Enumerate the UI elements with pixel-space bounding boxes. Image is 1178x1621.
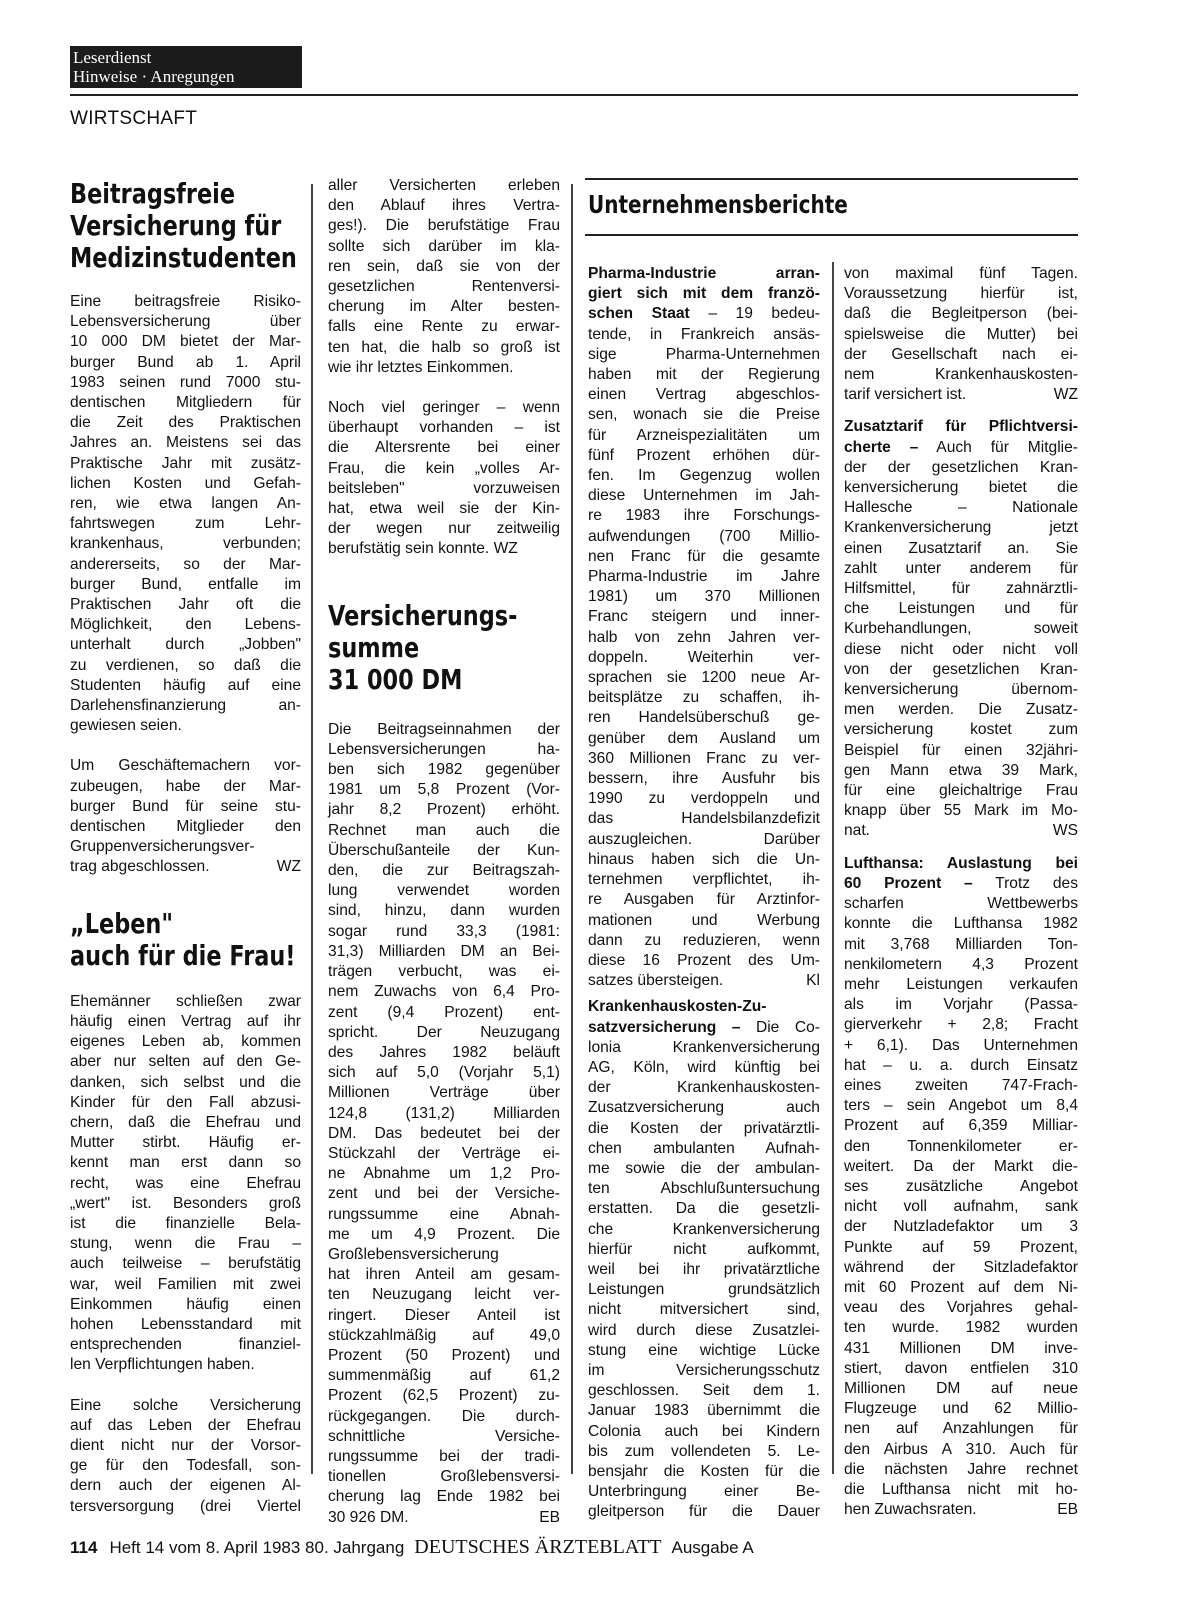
text-line: schnittliche Versiche- <box>328 1427 560 1445</box>
text-line: burger Bund für seine stu- <box>70 797 301 815</box>
text-line: ringert. Dieser Anteil ist <box>328 1306 560 1324</box>
column-rule-3 <box>832 262 834 1474</box>
text-line: gleitperson für die Dauer <box>588 1503 820 1521</box>
headline-versicherungssumme <box>328 598 518 696</box>
text-line: Ehemänner schließen zwar <box>70 992 301 1010</box>
text-line: dern auch der eigenen Al- <box>70 1477 301 1495</box>
text-line: Beispiel für einen 32jähri- <box>844 741 1078 759</box>
text-line: nem Zuwachs von 6,4 Pro- <box>328 983 560 1001</box>
text-line <box>844 1500 1078 1520</box>
column-rule-2 <box>571 184 573 1474</box>
column-1 <box>70 178 301 1517</box>
text-line: unterhalt durch „Jobben" <box>70 636 301 654</box>
headline-line: Versicherungs- <box>328 598 518 632</box>
text-line: auszugleichen. Darüber <box>588 830 820 848</box>
text-line: tende, in Frankreich ansäs- <box>588 325 820 343</box>
section-rule-top <box>585 178 1078 180</box>
line-text: satzes übersteigen. <box>588 972 724 990</box>
text-line: Die Beitragseinnahmen der <box>328 720 560 738</box>
text-line: Um Geschäftemachern vor- <box>70 757 301 775</box>
text-line: lichen Kosten und Gefah- <box>70 474 301 492</box>
text-line: ren sein, daß sie von der <box>328 257 560 275</box>
text-line: das Handelsbilanzdefizit <box>588 810 820 828</box>
text-line: der Nutzladefaktor um 3 <box>844 1218 1078 1236</box>
text-line: sind, hinzu, dann wurden <box>328 902 560 920</box>
headline-line: „Leben" <box>70 906 174 940</box>
text-line: ten Abschlußuntersuchung <box>588 1180 820 1198</box>
text-line: danken, sich selbst und die <box>70 1073 301 1091</box>
article-paragraph <box>70 1396 301 1517</box>
text-line: Überschußanteile der Kun- <box>328 841 560 859</box>
text-line: 1981) um 370 Millionen <box>588 588 820 606</box>
text-line: auf das Leben der Ehefrau <box>70 1416 301 1434</box>
article-paragraph <box>328 720 560 1528</box>
text-line: ne Abnahme um 1,2 Pro- <box>328 1165 560 1183</box>
text-line: konnte die Lufthansa 1982 <box>844 915 1078 933</box>
text-line: nicht mitversichert sind, <box>588 1301 820 1319</box>
text-line: beitsplätze zu schaffen, ih- <box>588 689 820 707</box>
text-line: stiert, davon entfielen 310 <box>844 1359 1078 1377</box>
text-line: weil bei ihr privatärztliche <box>588 1260 820 1278</box>
text-line: gesetzlichen Rentenversi- <box>328 278 560 296</box>
text-line: versicherung kostet zum <box>844 721 1078 739</box>
line-text: 30 926 DM. <box>328 1508 409 1526</box>
column-rule-1 <box>311 184 313 1474</box>
text-line: + 6,1). Das Unternehmen <box>844 1036 1078 1054</box>
text-line <box>588 971 820 991</box>
edition-label: Ausgabe A <box>671 1538 754 1557</box>
text-line: die Altersrente bei einer <box>328 439 560 457</box>
text-line: daß die Begleitperson (bei- <box>844 305 1078 323</box>
text-line: als im Vorjahr (Passa- <box>844 996 1078 1014</box>
headline-line: Medizinstudenten <box>70 241 297 274</box>
text-line: dentischen Mitgliedern für <box>70 394 301 412</box>
text-line: nenkilometern 4,3 Prozent <box>844 955 1078 973</box>
article-paragraph <box>70 992 301 1376</box>
text-line: nicht voll aufnahm, sank <box>844 1198 1078 1216</box>
text-line: sen, wonach sie die Preise <box>588 406 820 424</box>
text-line: den, die zur Beitragszah- <box>328 862 560 880</box>
text-line: wird durch diese Zusatzlei- <box>588 1321 820 1339</box>
text-line: DM. Das bedeutet bei der <box>328 1124 560 1142</box>
text-line: Pharma-Industrie arran- <box>588 265 820 282</box>
text-line <box>70 857 301 877</box>
text-line: zahlt unter anderem für <box>844 559 1078 577</box>
text-line: Praktischen Jahr oft die <box>70 596 301 614</box>
section-label-box <box>70 46 302 88</box>
text-line <box>328 1508 560 1528</box>
text-line: 1981 um 5,8 Prozent (Vor- <box>328 781 560 799</box>
text-line: Möglichkeit, den Lebens- <box>70 616 301 634</box>
text-line: Darlehensfinanzierung an- <box>70 697 301 715</box>
text-line: mehr Leistungen verkaufen <box>844 975 1078 993</box>
text-line: tionellen Großlebensversi- <box>328 1468 560 1486</box>
text-line: war, weil Familien mit zwei <box>70 1275 301 1293</box>
text-line: tersversorgung (drei Viertel <box>70 1497 301 1515</box>
text-line: AG, Köln, wird künftig bei <box>588 1058 820 1076</box>
text-line: Kinder für den Fall abzusi- <box>70 1093 301 1111</box>
text-line: dentischen Mitglieder den <box>70 818 301 836</box>
text-line: auch teilweise – berufstätig <box>70 1255 301 1273</box>
text-line: Einkommen häufig einen <box>70 1295 301 1313</box>
author-signature: WZ <box>1053 386 1078 404</box>
text-line: re 1983 ihre Forschungs- <box>588 507 820 525</box>
text-line: Praktische Jahr mit zusätz- <box>70 454 301 472</box>
text-line: von maximal fünf Tagen. <box>844 265 1078 282</box>
text-line: sollte sich darüber im kla- <box>328 237 560 255</box>
section-label-line-2: Hinweise · Anregungen <box>73 67 235 86</box>
text-line: 360 Millionen Franc zu ver- <box>588 749 820 767</box>
text-line: zubeugen, habe der Mar- <box>70 777 301 795</box>
text-line: hat ihren Anteil am gesam- <box>328 1266 560 1284</box>
text-line: Großlebensversicherung <box>328 1245 499 1263</box>
author-signature: WZ <box>276 858 301 876</box>
text-line: knapp über 55 Mark im Mo- <box>844 802 1078 820</box>
text-line: 31,3) Milliarden DM an Bei- <box>328 942 560 960</box>
text-line: dient nicht nur der Vorsor- <box>70 1436 301 1454</box>
text-line: ist die finanzielle Bela- <box>70 1214 301 1232</box>
text-line: lonia Krankenversicherung <box>588 1038 820 1056</box>
text-line: me um 4,9 Prozent. Die <box>328 1225 560 1243</box>
text-line: Lebensversicherungen ha- <box>328 740 560 758</box>
headline-line: Versicherung für <box>70 209 282 242</box>
text-line: stung eine wichtige Lücke <box>588 1341 820 1359</box>
text-line: dann zu reduzieren, wenn <box>588 931 820 949</box>
text-line: Prozent (50 Prozent) und <box>328 1346 560 1364</box>
section-rule-bottom <box>585 234 1078 236</box>
column-2 <box>328 176 560 1528</box>
text-line: hohen Lebensstandard mit <box>70 1315 301 1333</box>
text-line: ge für den Todesfall, son- <box>70 1457 301 1475</box>
article-zusatztarif <box>844 417 1078 841</box>
text-line: trägen verbucht, was ei- <box>328 963 560 981</box>
text-line: Mutter stirbt. Häufig er- <box>70 1134 301 1152</box>
text-line: während der Sitzladefaktor <box>844 1258 1078 1276</box>
text-line: chen ambulanten Aufnah- <box>588 1139 820 1157</box>
text-line: Hilfsmittel, für zahnärztli- <box>844 580 1078 598</box>
text-line: me sowie die der ambulan- <box>588 1159 820 1177</box>
text-line: Franc steigern und inner- <box>588 608 820 626</box>
text-line: Zusatzversicherung auch <box>588 1099 820 1117</box>
text-line: veau des Vorjahres gehal- <box>844 1299 1078 1317</box>
lead-text: 60 Prozent – <box>844 874 973 892</box>
column-3 <box>588 264 820 1523</box>
text-line: den Tonnenkilometer er- <box>844 1137 1078 1155</box>
text-line: krankenhaus, verbunden; <box>70 535 301 553</box>
text-line: Kurbehandlungen, soweit <box>844 620 1078 638</box>
text-line: kenversicherung bietet die <box>844 479 1078 497</box>
text-line: Eine beitragsfreie Risiko- <box>70 293 301 310</box>
text-line: ren, wie etwa langen An- <box>70 495 301 513</box>
text-line: rungssumme eine Abnah- <box>328 1205 560 1223</box>
text-line: 60 Prozent – Trotz des <box>844 874 1078 892</box>
text-line: fahrtswegen zum Lehr- <box>70 515 301 533</box>
text-line: 1983 seinen rund 7000 stu- <box>70 373 301 391</box>
text-line: scharfen Wettbewerbs <box>844 895 1078 913</box>
author-signature: WS <box>1052 822 1078 840</box>
text-line: sich auf 5,0 (Vorjahr 5,1) <box>328 1064 560 1082</box>
text-line: fen. Im Gegenzug wollen <box>588 467 820 485</box>
text-line: bensjahr die Kosten für die <box>588 1462 820 1480</box>
text-line <box>844 385 1078 405</box>
text-line: Voraussetzung hierfür ist, <box>844 285 1078 303</box>
text-line: berufstätig sein konnte. WZ <box>328 540 518 558</box>
text-line: eines zweiten 747-Frach- <box>844 1076 1078 1094</box>
text-line: gierverkehr + 2,8; Fracht <box>844 1016 1078 1034</box>
author-signature: Kl <box>806 972 820 990</box>
text-line: der der gesetzlichen Kran- <box>844 458 1078 476</box>
text-line: überhaupt vorhanden – ist <box>328 419 560 437</box>
text-line: sprachen sie 1200 neue Ar- <box>588 669 820 687</box>
text-line: Studenten häufig auf eine <box>70 676 301 694</box>
kicker: WIRTSCHAFT <box>70 108 198 129</box>
text-line: Colonia auch bei Kindern <box>588 1422 820 1440</box>
text-line: Eine solche Versicherung <box>70 1396 301 1414</box>
text-line: Punkte auf 59 Prozent, <box>844 1238 1078 1256</box>
text-line: men werden. Die Zusatz- <box>844 701 1078 719</box>
headline-beitragsfreie <box>70 177 297 274</box>
text-line: mit 3,768 Milliarden Ton- <box>844 935 1078 953</box>
text-line: von der gesetzlichen Kran- <box>844 660 1078 678</box>
text-line: häufig einen Vertrag auf ihr <box>70 1012 301 1030</box>
text-line: entsprechenden finanziel- <box>70 1336 301 1354</box>
text-line: bessern, ihre Ausfuhr bis <box>588 770 820 788</box>
text-line: burger Bund, entfalle im <box>70 575 301 593</box>
text-line: falls eine Rente zu erwar- <box>328 318 560 336</box>
page-number: 114 <box>70 1538 98 1557</box>
text-line: Leistungen grundsätzlich <box>588 1281 820 1299</box>
text-line: beitsleben" vorzuweisen <box>328 479 560 497</box>
headline-line: auch für die Frau! <box>70 938 296 972</box>
text-line: die Zeit des Praktischen <box>70 414 301 432</box>
text-line: re Ausgaben für Arztinfor- <box>588 891 820 909</box>
text-line: genüber dem Ausland um <box>588 729 820 747</box>
text-line: cherung lag Ende 1982 bei <box>328 1488 560 1506</box>
text-line: gewiesen seien. <box>70 717 182 735</box>
text-line: zent (9,4 Prozent) ent- <box>328 1003 560 1021</box>
text-line: schen Staat – 19 bedeu- <box>588 305 820 323</box>
text-line: Lebensversicherung über <box>70 313 301 331</box>
line-text: tarif versichert ist. <box>844 386 967 404</box>
article-pharma <box>588 264 820 991</box>
text-line: hat – u. a. durch Einsatz <box>844 1056 1078 1074</box>
text-line: satzversicherung – Die Co- <box>588 1018 820 1036</box>
headline-line: Beitragsfreie <box>70 177 236 210</box>
text-line: ren Handelsüberschuß ge- <box>588 709 820 727</box>
text-line: für Arzneispezialitäten um <box>588 426 820 444</box>
text-line: recht, was eine Ehefrau <box>70 1174 301 1192</box>
text-line: wie ihr letztes Einkommen. <box>328 358 514 376</box>
text-line: hat, etwa weil sie der Kin- <box>328 500 560 518</box>
text-line: Januar 1983 übernimmt die <box>588 1402 820 1420</box>
text-line: stückzahlmäßig auf 49,0 <box>328 1326 560 1344</box>
text-line: halb von zehn Jahren ver- <box>588 628 820 646</box>
article-paragraph <box>328 398 560 560</box>
text-line: Zusatztarif für Pflichtversi- <box>844 418 1078 436</box>
text-line: ten hat, die halb so groß ist <box>328 338 560 356</box>
text-line: rückgegangen. Die durch- <box>328 1407 560 1425</box>
text-line: ten wurde. 1982 wurden <box>844 1319 1078 1337</box>
text-line: burger Bund ab 1. April <box>70 353 301 371</box>
text-line: Millionen Verträge über <box>328 1084 560 1102</box>
text-line: Jahres an. Meistens sei das <box>70 434 301 452</box>
issue-info: Heft 14 vom 8. April 1983 80. Jahrgang <box>109 1538 405 1557</box>
text-line: nem Krankenhauskosten- <box>844 366 1078 384</box>
text-line: geschlossen. Seit dem 1. <box>588 1382 820 1400</box>
text-line: den Ablauf ihres Vertra- <box>328 197 560 215</box>
text-line: aller Versicherten erleben <box>328 177 560 194</box>
text-line: Frau, die kein „volles Ar- <box>328 459 560 477</box>
text-line: die Lufthansa nicht mit ho- <box>844 1480 1078 1498</box>
headline-leben <box>70 906 296 972</box>
text-line: doppeln. Weiterhin ver- <box>588 648 820 666</box>
text-line: mationen und Werbung <box>588 911 820 929</box>
article-paragraph <box>70 292 301 736</box>
text-line: che Krankenversicherung <box>588 1220 820 1238</box>
article-paragraph <box>70 756 301 877</box>
text-line: der wegen nur zeitweilig <box>328 520 560 538</box>
text-line: Millionen DM auf neue <box>844 1379 1078 1397</box>
text-line: diese 16 Prozent des Um- <box>588 951 820 969</box>
headline-line: summe <box>328 630 420 664</box>
text-line: zu verdienen, so daß die <box>70 656 301 674</box>
text-line: andererseits, so der Mar- <box>70 555 301 573</box>
line-text: trag abgeschlossen. <box>70 858 210 876</box>
text-line: aufwendungen (700 Millio- <box>588 527 820 545</box>
text-line: die Kosten der privatärztli- <box>588 1119 820 1137</box>
section-title-unternehmensberichte: Unternehmensberichte <box>588 190 848 219</box>
text-line: spielsweise die Mutter) bei <box>844 325 1078 343</box>
text-line: Noch viel geringer – wenn <box>328 399 560 417</box>
text-line: nen Franc für die gesamte <box>588 547 820 565</box>
text-line: aber nur selten auf den Ge- <box>70 1053 301 1071</box>
headline-line: 31 000 DM <box>328 662 463 696</box>
text-line: weitert. Da der Markt die- <box>844 1157 1078 1175</box>
text-line: Flugzeuge und 62 Millio- <box>844 1400 1078 1418</box>
text-line: Prozent auf 6,359 Milliar- <box>844 1117 1078 1135</box>
text-line: erstatten. Da die gesetzli- <box>588 1200 820 1218</box>
text-line: nen auf Anzahlungen für <box>844 1420 1078 1438</box>
text-line: Unterbringung einer Be- <box>588 1483 820 1501</box>
text-line: zent und bei der Versiche- <box>328 1185 560 1203</box>
text-line: hinaus haben sich die Un- <box>588 850 820 868</box>
column-4 <box>844 264 1078 1520</box>
text-line: diese Unternehmen im Jah- <box>588 487 820 505</box>
text-line: diese nicht oder nicht voll <box>844 640 1078 658</box>
text-line: hierfür nicht aufkommt, <box>588 1240 820 1258</box>
text-line: im Versicherungsschutz <box>588 1361 820 1379</box>
line-text: nat. <box>844 822 871 840</box>
text-line: „wert" ist. Besonders groß <box>70 1194 301 1212</box>
text-line: ges!). Die berufstätige Frau <box>328 217 560 235</box>
text-line: den Airbus A 310. Auch für <box>844 1440 1078 1458</box>
article-lufthansa <box>844 854 1078 1521</box>
top-rule <box>70 94 1078 96</box>
lead-text: schen Staat <box>588 305 690 323</box>
text-line: ters – sein Angebot um 8,4 <box>844 1097 1078 1115</box>
text-line: Pharma-Industrie im Jahre <box>588 568 820 586</box>
text-line: Krankenhauskosten-Zu- <box>588 998 767 1016</box>
text-line: 1990 zu verdoppeln und <box>588 790 820 808</box>
article-krankenhauskosten <box>588 997 820 1522</box>
text-line: einen Zusatztarif an. Sie <box>844 539 1078 557</box>
text-line: der Gesellschaft nach ei- <box>844 345 1078 363</box>
text-line: cherung im Alter besten- <box>328 298 560 316</box>
text-line: lung verwendet worden <box>328 882 560 900</box>
text-line: ten Neuzugang leicht ver- <box>328 1286 560 1304</box>
text-line: summenmäßig auf 61,2 <box>328 1367 560 1385</box>
text-line: mit 60 Prozent auf dem Ni- <box>844 1278 1078 1296</box>
text-line: kennt man erst dann so <box>70 1154 301 1172</box>
text-line: 124,8 (131,2) Milliarden <box>328 1104 560 1122</box>
section-label-line-1: Leserdienst <box>73 48 152 67</box>
article-paragraph <box>328 176 560 378</box>
text-line: ternehmen verpflichtet, ih- <box>588 871 820 889</box>
text-line: che Leistungen und für <box>844 600 1078 618</box>
text-line: spricht. Der Neuzugang <box>328 1023 560 1041</box>
author-signature: EB <box>539 1508 560 1526</box>
text-line: cherte – Auch für Mitglie- <box>844 438 1078 456</box>
lead-text: cherte – <box>844 438 919 456</box>
text-line: ses zusätzliche Angebot <box>844 1177 1078 1195</box>
publication-name: DEUTSCHES ÄRZTEBLATT <box>414 1536 662 1558</box>
text-line: des Jahres 1982 beläuft <box>328 1043 560 1061</box>
text-line: chern, daß die Ehefrau und <box>70 1113 301 1131</box>
text-line: ben sich 1982 gegenüber <box>328 761 560 779</box>
text-line <box>844 821 1078 841</box>
text-line: die nächsten Jahre rechnet <box>844 1460 1078 1478</box>
text-line: 431 Millionen DM inve- <box>844 1339 1078 1357</box>
text-line: für eine gleichaltrige Frau <box>844 782 1078 800</box>
text-line: giert sich mit dem franzö- <box>588 285 820 303</box>
text-line: Gruppenversicherungsver- <box>70 838 255 856</box>
text-line: eigenes Leben ab, kommen <box>70 1033 301 1051</box>
text-line: 10 000 DM bietet der Mar- <box>70 333 301 351</box>
author-signature: EB <box>1057 1501 1078 1519</box>
line-text: hen Zuwachsraten. <box>844 1501 977 1519</box>
text-line: Rechnet man auch die <box>328 821 560 839</box>
text-line: bis zum vollendeten 5. Le- <box>588 1442 820 1460</box>
text-line: sige Pharma-Unternehmen <box>588 345 820 363</box>
text-line: einen Vertrag abgeschlos- <box>588 386 820 404</box>
text-line: Prozent (62,5 Prozent) zu- <box>328 1387 560 1405</box>
text-line: gen Mann etwa 39 Mark, <box>844 761 1078 779</box>
text-line: fünf Prozent erhöhen dür- <box>588 446 820 464</box>
text-line: len Verpflichtungen haben. <box>70 1356 255 1374</box>
page-footer <box>70 1536 754 1559</box>
text-line: Krankenversicherung jetzt <box>844 519 1078 537</box>
text-line: Hallesche – Nationale <box>844 499 1078 517</box>
text-line: haben mit der Regierung <box>588 366 820 384</box>
text-line: der Krankenhauskosten- <box>588 1079 820 1097</box>
text-line: stung, wenn die Frau – <box>70 1235 301 1253</box>
text-line: Lufthansa: Auslastung bei <box>844 854 1078 872</box>
text-line: jahr 8,2 Prozent) erhöht. <box>328 801 560 819</box>
text-line: rungssumme bei der tradi- <box>328 1447 560 1465</box>
text-line: Stückzahl der Verträge ei- <box>328 1144 560 1162</box>
text-line: sogar rund 33,3 (1981: <box>328 922 560 940</box>
lead-text: satzversicherung – <box>588 1018 741 1036</box>
article-paragraph <box>844 264 1078 405</box>
text-line: kenversicherung übernom- <box>844 681 1078 699</box>
